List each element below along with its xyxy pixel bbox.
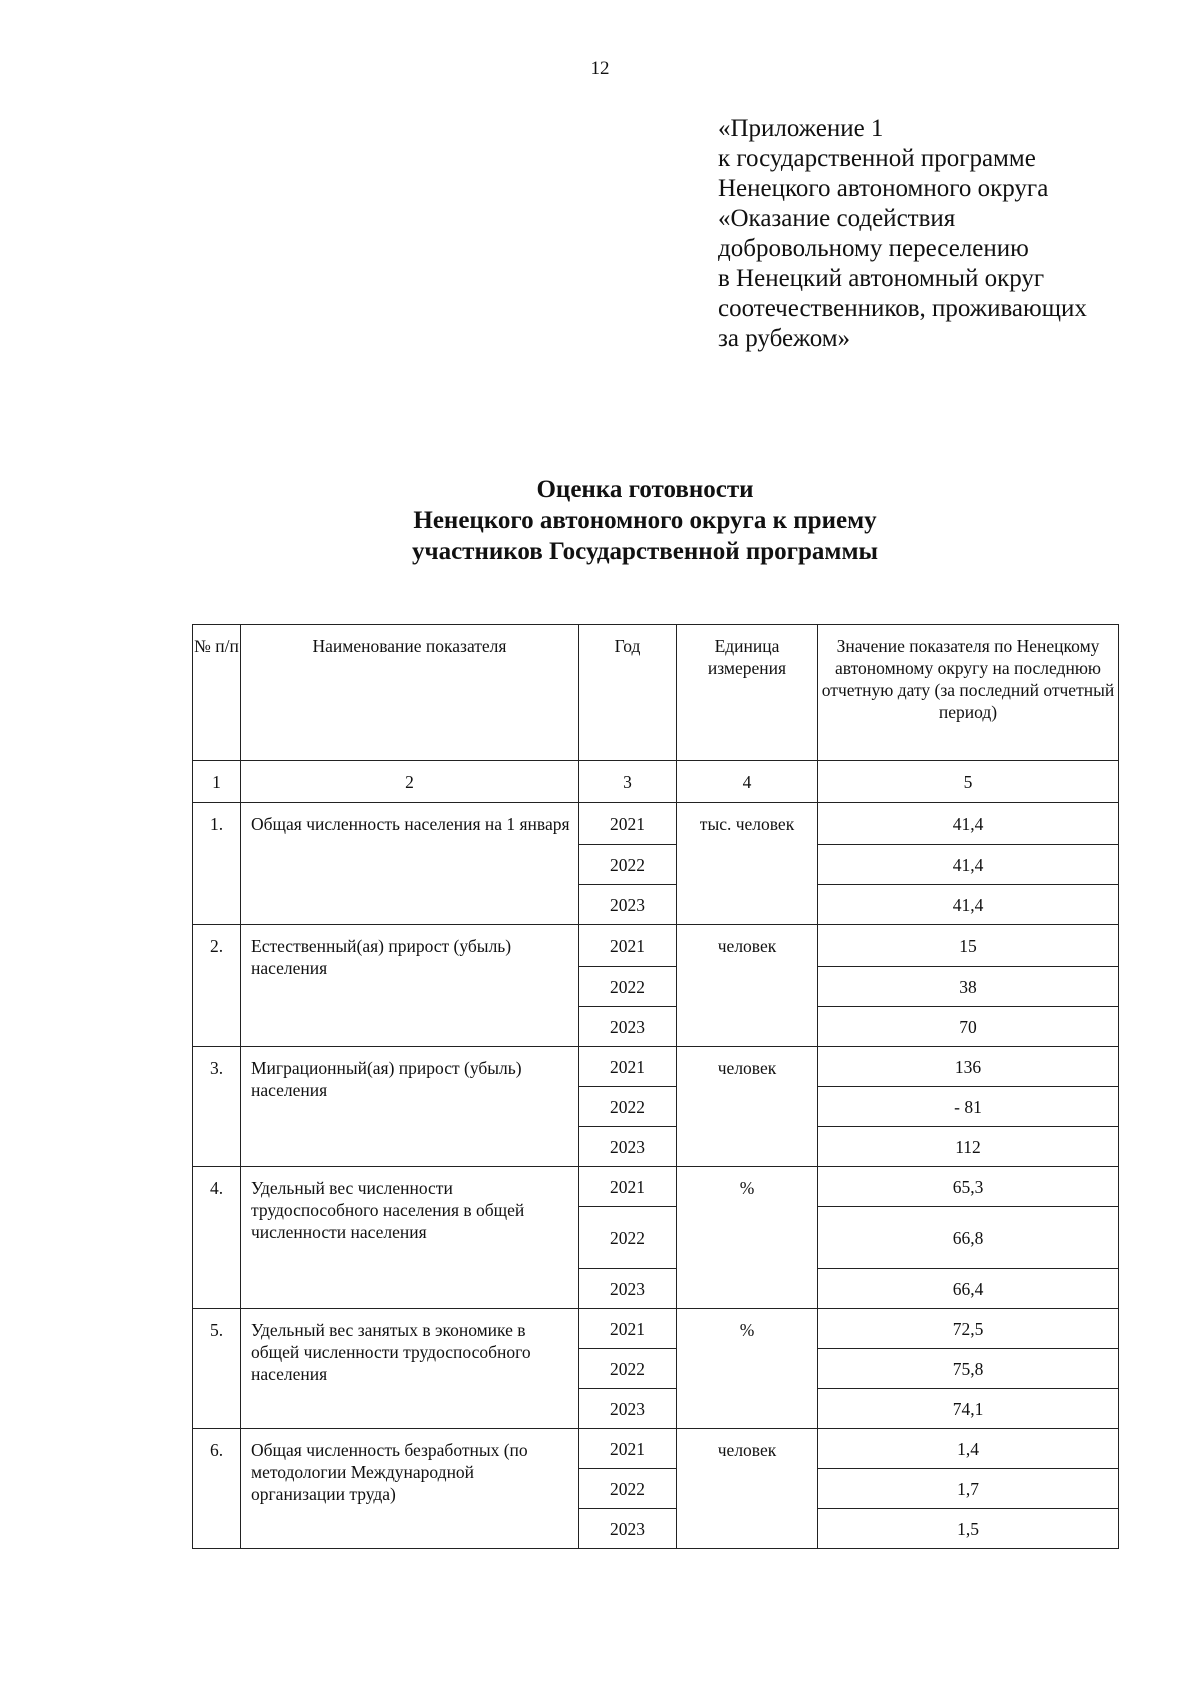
year-cell: 2023	[579, 1127, 677, 1167]
appendix-line: добровольному переселению	[718, 235, 1029, 262]
year-cell: 2022	[579, 1469, 677, 1509]
value-cell: 41,4	[818, 803, 1119, 845]
row-number: 4.	[193, 1167, 241, 1309]
year-cell: 2023	[579, 1509, 677, 1549]
column-number: 2	[241, 761, 579, 803]
table-row	[193, 1047, 1119, 1087]
value-cell: 15	[818, 925, 1119, 967]
indicator-name: Миграционный(ая) прирост (убыль) населения	[241, 1047, 579, 1167]
indicator-name: Естественный(ая) прирост (убыль) населения	[241, 925, 579, 1047]
value-cell: 41,4	[818, 885, 1119, 925]
value-cell: 41,4	[818, 845, 1119, 885]
table-row	[193, 1309, 1119, 1349]
indicators-table	[192, 624, 1119, 1549]
value-cell: 66,8	[818, 1207, 1119, 1269]
row-number: 2.	[193, 925, 241, 1047]
appendix-line: за рубежом»	[718, 325, 851, 352]
value-cell: 136	[818, 1047, 1119, 1087]
indicator-name: Общая численность безработных (по методологии Международной организации труда)	[241, 1429, 579, 1549]
value-cell: 1,7	[818, 1469, 1119, 1509]
value-cell: 1,5	[818, 1509, 1119, 1549]
header-name: Наименование показателя	[241, 625, 579, 761]
appendix-line: соотечественников, проживающих	[718, 295, 1087, 322]
row-number: 3.	[193, 1047, 241, 1167]
row-number: 5.	[193, 1309, 241, 1429]
year-cell: 2022	[579, 1087, 677, 1127]
header-unit: Единица измерения	[677, 625, 818, 761]
year-cell: 2022	[579, 967, 677, 1007]
value-cell: 38	[818, 967, 1119, 1007]
year-cell: 2022	[579, 1349, 677, 1389]
column-numbers-row	[193, 761, 1119, 803]
appendix-block	[718, 114, 1178, 354]
table-row	[193, 1167, 1119, 1207]
value-cell: 112	[818, 1127, 1119, 1167]
value-cell: 1,4	[818, 1429, 1119, 1469]
title-line: участников Государственной программы	[411, 538, 878, 565]
indicator-name: Удельный вес численности трудоспособного населения в общей численности населения	[241, 1167, 579, 1309]
year-cell: 2022	[579, 845, 677, 885]
table-row	[193, 803, 1119, 845]
value-cell: 65,3	[818, 1167, 1119, 1207]
value-cell: 74,1	[818, 1389, 1119, 1429]
unit-cell: %	[677, 1167, 818, 1309]
column-number: 3	[579, 761, 677, 803]
header-value: Значение показателя по Ненецкому автономному округу на последнюю отчетную дату (за последний отчетный период)	[818, 625, 1119, 761]
year-cell: 2021	[579, 1047, 677, 1087]
table-row	[193, 1429, 1119, 1469]
row-number: 1.	[193, 803, 241, 925]
year-cell: 2021	[579, 803, 677, 845]
appendix-line: к государственной программе	[718, 145, 1036, 172]
value-cell: - 81	[818, 1087, 1119, 1127]
title-line: Оценка готовности	[536, 476, 754, 503]
year-cell: 2021	[579, 1429, 677, 1469]
indicator-name: Удельный вес занятых в экономике в общей численности трудоспособного населения	[241, 1309, 579, 1429]
year-cell: 2023	[579, 885, 677, 925]
appendix-line: «Приложение 1	[718, 115, 884, 142]
header-year: Год	[579, 625, 677, 761]
value-cell: 72,5	[818, 1309, 1119, 1349]
year-cell: 2023	[579, 1007, 677, 1047]
indicator-name: Общая численность населения на 1 января	[241, 803, 579, 925]
year-cell: 2021	[579, 1167, 677, 1207]
unit-cell: человек	[677, 1047, 818, 1167]
unit-cell: тыс. человек	[677, 803, 818, 925]
document-title	[0, 474, 1200, 567]
header-num: № п/п	[193, 625, 241, 761]
title-line: Ненецкого автономного округа к приему	[413, 507, 877, 534]
value-cell: 66,4	[818, 1269, 1119, 1309]
column-number: 1	[193, 761, 241, 803]
unit-cell: человек	[677, 1429, 818, 1549]
year-cell: 2023	[579, 1269, 677, 1309]
year-cell: 2023	[579, 1389, 677, 1429]
header-row	[193, 625, 1119, 761]
year-cell: 2021	[579, 1309, 677, 1349]
value-cell: 70	[818, 1007, 1119, 1047]
column-number: 4	[677, 761, 818, 803]
value-cell: 75,8	[818, 1349, 1119, 1389]
table-row	[193, 925, 1119, 967]
unit-cell: человек	[677, 925, 818, 1047]
unit-cell: %	[677, 1309, 818, 1429]
row-number: 6.	[193, 1429, 241, 1549]
column-number: 5	[818, 761, 1119, 803]
appendix-line: «Оказание содействия	[718, 205, 956, 232]
year-cell: 2022	[579, 1207, 677, 1269]
page-number: 12	[590, 58, 610, 79]
year-cell: 2021	[579, 925, 677, 967]
appendix-line: в Ненецкий автономный округ	[718, 265, 1045, 292]
appendix-line: Ненецкого автономного округа	[718, 175, 1049, 202]
